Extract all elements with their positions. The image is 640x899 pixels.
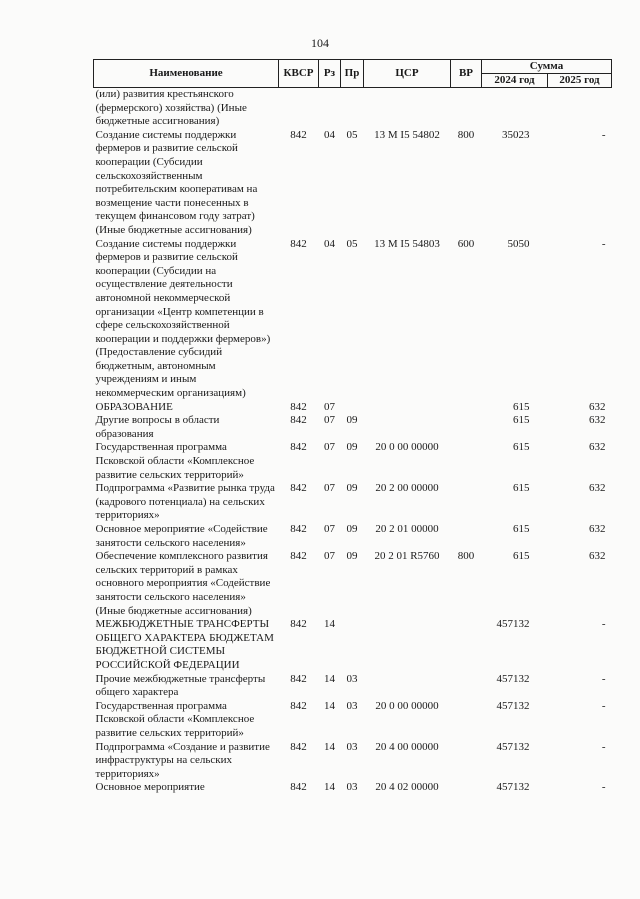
cell-rz: 07 — [324, 550, 335, 563]
cell-sum-2025: 632 — [589, 523, 606, 535]
cell-vr — [451, 673, 482, 700]
cell-pr: 09 — [346, 550, 358, 563]
table-row — [94, 129, 612, 238]
table-row — [94, 741, 612, 782]
table-row — [94, 618, 612, 672]
table-row — [94, 482, 612, 523]
cell-sum-2024: 5050 — [507, 237, 530, 250]
header-pr: Пр — [341, 60, 364, 88]
cell-csr: 20 0 00 00000 — [375, 699, 439, 712]
cell-pr: 09 — [346, 414, 358, 427]
cell-sum-2025: 632 — [589, 550, 606, 563]
cell-vr — [451, 414, 482, 441]
cell-kvsr: 842 — [290, 672, 307, 685]
cell-rz: 07 — [324, 400, 335, 413]
cell-sum-2024: 615 — [513, 441, 530, 454]
cell-name: Создание системы поддержки фермеров и развитие сельской кооперации (Субсидии сельскохозяйственным потребительским кооперативам на возмещение части понесенных в текущем финансовом году затрат) (Иные бюджетные ассигнования) — [95, 128, 258, 236]
cell-kvsr — [279, 88, 319, 129]
cell-name: Подпрограмма «Развитие рынка труда (кадрового потенциала) на сельских территориях» — [95, 482, 275, 522]
table-row — [94, 401, 612, 415]
cell-pr: 03 — [346, 740, 358, 753]
cell-pr — [341, 401, 364, 415]
table-body — [94, 88, 612, 795]
table-row — [94, 238, 612, 401]
cell-vr: 800 — [457, 550, 475, 563]
cell-rz — [319, 88, 341, 129]
cell-rz: 04 — [324, 128, 335, 141]
cell-csr: 20 2 00 00000 — [375, 482, 439, 495]
table-row — [94, 673, 612, 700]
cell-sum-2024: 615 — [513, 550, 530, 563]
table-row — [94, 700, 612, 741]
header-kvsr: КВСР — [279, 60, 319, 88]
cell-sum-2024: 615 — [513, 523, 530, 535]
cell-rz: 04 — [324, 237, 335, 250]
table-row — [94, 550, 612, 618]
cell-name: Создание системы поддержки фермеров и развитие сельской кооперации (Субсидии на осуществление деятельности автономной некоммерческой организации «Центр компетенции в сфере сельскохозяйственной кооперации и поддержки фермеров») (Предоставление субсидий бюджетным, автономным учреждениям и иным некоммерческим организациям) — [95, 237, 271, 400]
cell-rz: 14 — [324, 672, 335, 685]
cell-name: Основное мероприятие — [95, 781, 205, 794]
page-number: 104 — [311, 36, 329, 50]
cell-sum-2025: 632 — [589, 482, 606, 495]
cell-csr — [364, 401, 451, 415]
cell-kvsr: 842 — [290, 400, 307, 413]
cell-vr — [451, 441, 482, 482]
cell-rz: 14 — [324, 618, 335, 631]
cell-csr — [364, 414, 451, 441]
cell-rz: 07 — [324, 482, 335, 495]
cell-name: Прочие межбюджетные трансферты общего характера — [95, 672, 266, 699]
cell-csr: 20 2 01 00000 — [375, 523, 439, 535]
cell-sum-2024: 457132 — [496, 781, 530, 794]
cell-csr: 20 2 01 R5760 — [374, 550, 440, 563]
header-name: Наименование — [94, 60, 279, 88]
cell-kvsr: 842 — [290, 482, 307, 495]
cell-sum-2024: 35023 — [502, 128, 530, 141]
cell-csr: 20 4 02 00000 — [375, 781, 439, 794]
cell-kvsr: 842 — [290, 618, 307, 631]
cell-sum-2024: 615 — [513, 482, 530, 495]
cell-sum-2024: 615 — [513, 400, 530, 413]
cell-vr — [451, 618, 482, 672]
cell-vr — [451, 401, 482, 415]
header-csr: ЦСР — [364, 60, 451, 88]
cell-sum-2024: 457132 — [496, 672, 530, 685]
cell-name: Государственная программа Псковской области «Комплексное развитие сельских территорий» — [95, 699, 255, 739]
cell-csr — [364, 88, 451, 129]
cell-kvsr: 842 — [290, 441, 307, 454]
cell-pr: 09 — [346, 482, 358, 495]
cell-kvsr: 842 — [290, 414, 307, 427]
cell-sum-2024: 457132 — [496, 618, 530, 631]
cell-rz: 14 — [324, 699, 335, 712]
cell-rz: 07 — [324, 414, 335, 427]
cell-sum-2025: - — [601, 618, 606, 631]
header-vr: ВР — [451, 60, 482, 88]
header-rz: Рз — [319, 60, 341, 88]
cell-pr — [341, 618, 364, 672]
cell-sum-2024 — [482, 88, 548, 129]
cell-sum-2025: - — [601, 699, 606, 712]
cell-rz: 07 — [324, 441, 335, 454]
cell-kvsr: 842 — [290, 550, 307, 563]
cell-kvsr: 842 — [290, 699, 307, 712]
cell-name: (или) развития крестьянского (фермерского) хозяйства) (Иные бюджетные ассигнования) — [95, 88, 247, 128]
header-sum: Сумма — [482, 60, 612, 74]
header-2024: 2024 год — [482, 74, 548, 88]
cell-sum-2025: 632 — [589, 441, 606, 454]
cell-sum-2024: 457132 — [496, 740, 530, 753]
cell-pr: 09 — [346, 523, 358, 535]
table-row — [94, 414, 612, 441]
cell-name: Другие вопросы в области образования — [95, 414, 220, 440]
cell-name: МЕЖБЮДЖЕТНЫЕ ТРАНСФЕРТЫ ОБЩЕГО ХАРАКТЕРА БЮДЖЕТАМ БЮДЖЕТНОЙ СИСТЕМЫ РОССИЙСКОЙ ФЕДЕРАЦИИ — [95, 618, 274, 671]
cell-csr: 20 4 00 00000 — [375, 740, 439, 753]
cell-pr: 05 — [346, 237, 358, 250]
cell-csr: 20 0 00 00000 — [375, 441, 439, 454]
cell-sum-2025: - — [601, 237, 606, 250]
cell-vr: 600 — [457, 237, 475, 250]
cell-name: Основное мероприятие «Содействие занятости сельского населения» — [95, 523, 268, 549]
cell-vr — [451, 482, 482, 523]
cell-pr: 09 — [346, 441, 358, 454]
cell-name: ОБРАЗОВАНИЕ — [95, 400, 173, 413]
cell-vr — [451, 781, 482, 795]
cell-kvsr: 842 — [290, 128, 307, 141]
cell-sum-2025: 632 — [589, 400, 606, 413]
budget-table — [93, 59, 612, 795]
cell-kvsr: 842 — [290, 740, 307, 753]
cell-sum-2024: 457132 — [496, 699, 530, 712]
cell-sum-2024: 615 — [513, 414, 530, 427]
table-row — [94, 781, 612, 795]
table-row — [94, 441, 612, 482]
cell-csr: 13 М I5 54803 — [374, 237, 440, 250]
cell-vr: 800 — [457, 128, 475, 141]
cell-pr: 03 — [346, 699, 358, 712]
cell-vr — [451, 741, 482, 782]
cell-kvsr: 842 — [290, 781, 307, 794]
cell-rz: 14 — [324, 740, 335, 753]
header-2025: 2025 год — [548, 74, 612, 88]
cell-sum-2025: - — [601, 781, 606, 794]
cell-rz: 14 — [324, 781, 335, 794]
cell-csr — [364, 618, 451, 672]
cell-sum-2025: - — [601, 128, 606, 141]
cell-sum-2025 — [548, 88, 612, 129]
table-row — [94, 523, 612, 550]
cell-pr: 05 — [346, 128, 358, 141]
cell-name: Обеспечение комплексного развития сельских территорий в рамках основного мероприятия «Содействие занятости сельского населения» (Иные бюджетные ассигнования) — [95, 550, 271, 617]
cell-csr: 13 М I5 54802 — [374, 128, 440, 141]
cell-sum-2025: - — [601, 740, 606, 753]
cell-pr: 03 — [346, 781, 358, 794]
table-header — [94, 60, 612, 88]
cell-vr — [451, 88, 482, 129]
cell-name: Государственная программа Псковской области «Комплексное развитие сельских территорий» — [95, 441, 255, 481]
cell-pr: 03 — [346, 672, 358, 685]
table-row — [94, 88, 612, 129]
cell-vr — [451, 523, 482, 550]
cell-sum-2025: - — [601, 672, 606, 685]
cell-vr — [451, 700, 482, 741]
cell-sum-2025: 632 — [589, 414, 606, 427]
cell-pr — [341, 88, 364, 129]
cell-name: Подпрограмма «Создание и развитие инфраструктуры на сельских территориях» — [95, 740, 270, 780]
cell-rz: 07 — [324, 523, 335, 535]
cell-csr — [364, 673, 451, 700]
cell-kvsr: 842 — [290, 237, 307, 250]
cell-kvsr: 842 — [290, 523, 307, 535]
